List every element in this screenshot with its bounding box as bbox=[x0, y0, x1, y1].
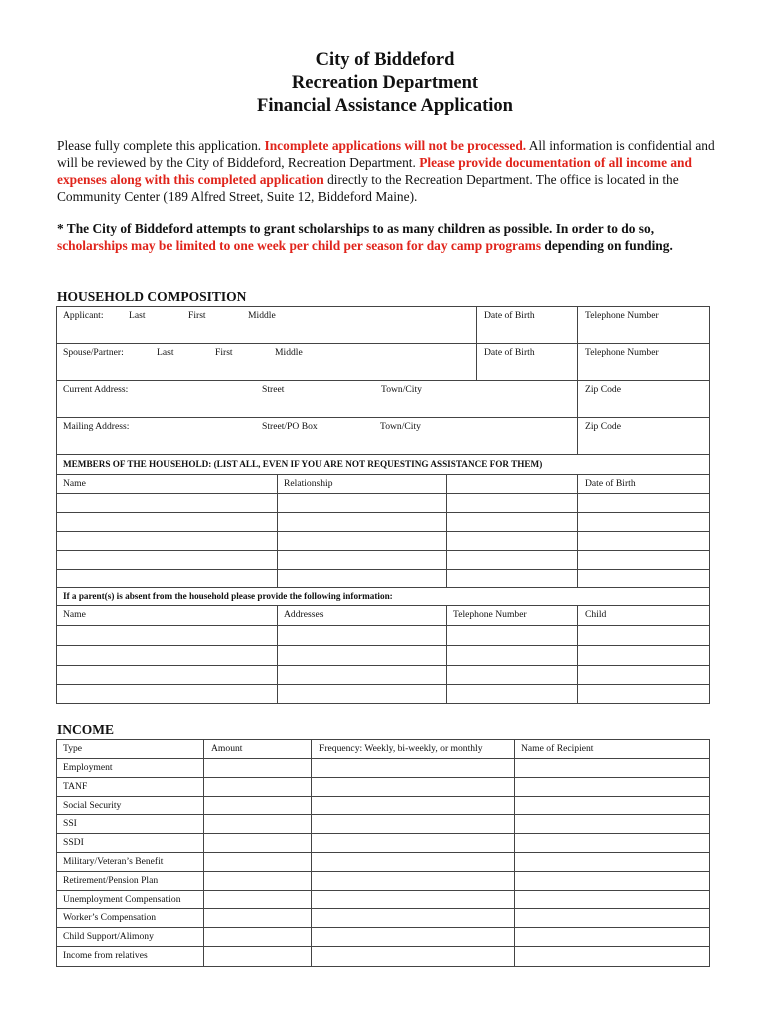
divider bbox=[56, 684, 710, 685]
title-form: Financial Assistance Application bbox=[257, 96, 513, 116]
income-type-label: Income from relatives bbox=[63, 950, 148, 961]
members-heading: MEMBERS OF THE HOUSEHOLD: (LIST ALL, EVEN IF YOU ARE NOT REQUESTING ASSISTANCE FOR THEM) bbox=[63, 459, 543, 469]
absent-col-child: Child bbox=[585, 609, 607, 620]
income-type-label: Social Security bbox=[63, 800, 122, 811]
absent-parent-heading: If a parent(s) is absent from the household please provide the following information: bbox=[63, 591, 393, 601]
divider bbox=[56, 343, 710, 344]
intro-text-3: directly to the Recreation Department. The office is located in the Community Center (189 Alfred Street, Suite 12, Biddeford Maine). bbox=[57, 172, 679, 204]
mailing-address-label: Mailing Address: bbox=[63, 421, 130, 432]
income-type-label: Military/Veteran’s Benefit bbox=[63, 856, 164, 867]
divider bbox=[277, 605, 278, 704]
spouse-dob[interactable]: Date of Birth bbox=[484, 347, 535, 358]
intro-paragraph bbox=[57, 137, 727, 205]
income-col-recipient: Name of Recipient bbox=[521, 743, 594, 754]
applicant-middle[interactable]: Middle bbox=[248, 310, 276, 321]
intro-text-2: All information is confidential and will be reviewed by the City of Biddeford, Recreation Department. bbox=[57, 138, 715, 170]
current-street[interactable]: Street bbox=[262, 384, 285, 395]
spouse-first[interactable]: First bbox=[215, 347, 233, 358]
divider bbox=[577, 474, 578, 588]
note-limit: scholarships may be limited to one week per child per season for day camp programs bbox=[57, 238, 542, 253]
income-row-divider bbox=[56, 814, 710, 815]
income-row-divider bbox=[56, 890, 710, 891]
income-row-divider bbox=[56, 927, 710, 928]
absent-col-addresses: Addresses bbox=[284, 609, 324, 620]
income-type-label: Child Support/Alimony bbox=[63, 931, 154, 942]
income-row-divider bbox=[56, 758, 710, 759]
divider bbox=[446, 605, 447, 704]
title-city: City of Biddeford bbox=[315, 50, 455, 70]
divider bbox=[56, 569, 710, 570]
applicant-last[interactable]: Last bbox=[129, 310, 146, 321]
income-row-divider bbox=[56, 833, 710, 834]
divider bbox=[56, 512, 710, 513]
divider bbox=[56, 665, 710, 666]
income-row-divider bbox=[56, 796, 710, 797]
applicant-label: Applicant: bbox=[63, 310, 104, 321]
spouse-label: Spouse/Partner: bbox=[63, 347, 124, 358]
income-col-type: Type bbox=[63, 743, 83, 754]
divider bbox=[446, 474, 447, 588]
note-text-1: * The City of Biddeford attempts to grant scholarships to as many children as possible. In order to do so, bbox=[57, 221, 655, 236]
income-table bbox=[56, 739, 710, 967]
divider bbox=[56, 493, 710, 494]
income-type-label: Worker’s Compensation bbox=[63, 912, 157, 923]
divider bbox=[277, 474, 278, 588]
applicant-first[interactable]: First bbox=[188, 310, 206, 321]
applicant-dob[interactable]: Date of Birth bbox=[484, 310, 535, 321]
members-col-relationship: Relationship bbox=[284, 478, 333, 489]
divider bbox=[56, 417, 710, 418]
income-type-label: TANF bbox=[63, 781, 88, 792]
income-col-frequency: Frequency: Weekly, bi-weekly, or monthly bbox=[319, 743, 483, 754]
divider bbox=[577, 380, 578, 455]
intro-documentation-notice: Please provide documentation of all income and expenses along with this completed application bbox=[57, 155, 692, 187]
note-text-2: depending on funding. bbox=[541, 238, 673, 253]
income-type-label: SSDI bbox=[63, 837, 84, 848]
divider bbox=[476, 306, 477, 381]
divider bbox=[514, 739, 515, 967]
income-row-divider bbox=[56, 777, 710, 778]
absent-col-name: Name bbox=[63, 609, 86, 620]
current-address-label: Current Address: bbox=[63, 384, 129, 395]
divider bbox=[311, 739, 312, 967]
divider bbox=[56, 645, 710, 646]
divider bbox=[203, 739, 204, 967]
income-row-divider bbox=[56, 871, 710, 872]
divider bbox=[577, 605, 578, 704]
spouse-last[interactable]: Last bbox=[157, 347, 174, 358]
divider bbox=[56, 474, 710, 475]
title-department: Recreation Department bbox=[291, 73, 479, 93]
income-col-amount: Amount bbox=[211, 743, 243, 754]
spouse-middle[interactable]: Middle bbox=[275, 347, 303, 358]
divider bbox=[577, 306, 578, 381]
divider bbox=[56, 531, 710, 532]
absent-col-phone: Telephone Number bbox=[453, 609, 527, 620]
income-row-divider bbox=[56, 852, 710, 853]
income-type-label: Employment bbox=[63, 762, 113, 773]
members-col-dob: Date of Birth bbox=[585, 478, 636, 489]
household-heading: HOUSEHOLD COMPOSITION bbox=[57, 289, 247, 304]
divider bbox=[56, 605, 710, 606]
spouse-phone[interactable]: Telephone Number bbox=[585, 347, 659, 358]
income-type-label: Retirement/Pension Plan bbox=[63, 875, 159, 886]
mailing-town[interactable]: Town/City bbox=[380, 421, 421, 432]
current-zip[interactable]: Zip Code bbox=[585, 384, 621, 395]
mailing-street[interactable]: Street/PO Box bbox=[262, 421, 318, 432]
intro-text-1: Please fully complete this application. bbox=[57, 138, 265, 153]
divider bbox=[56, 625, 710, 626]
income-heading: INCOME bbox=[57, 722, 114, 737]
intro-warning: Incomplete applications will not be processed. bbox=[264, 138, 527, 153]
current-town[interactable]: Town/City bbox=[381, 384, 422, 395]
income-type-label: Unemployment Compensation bbox=[63, 894, 181, 905]
divider bbox=[56, 550, 710, 551]
scholarship-note bbox=[57, 220, 727, 254]
income-row-divider bbox=[56, 908, 710, 909]
members-col-name: Name bbox=[63, 478, 86, 489]
applicant-phone[interactable]: Telephone Number bbox=[585, 310, 659, 321]
income-row-divider bbox=[56, 946, 710, 947]
income-type-label: SSI bbox=[63, 818, 77, 829]
mailing-zip[interactable]: Zip Code bbox=[585, 421, 621, 432]
